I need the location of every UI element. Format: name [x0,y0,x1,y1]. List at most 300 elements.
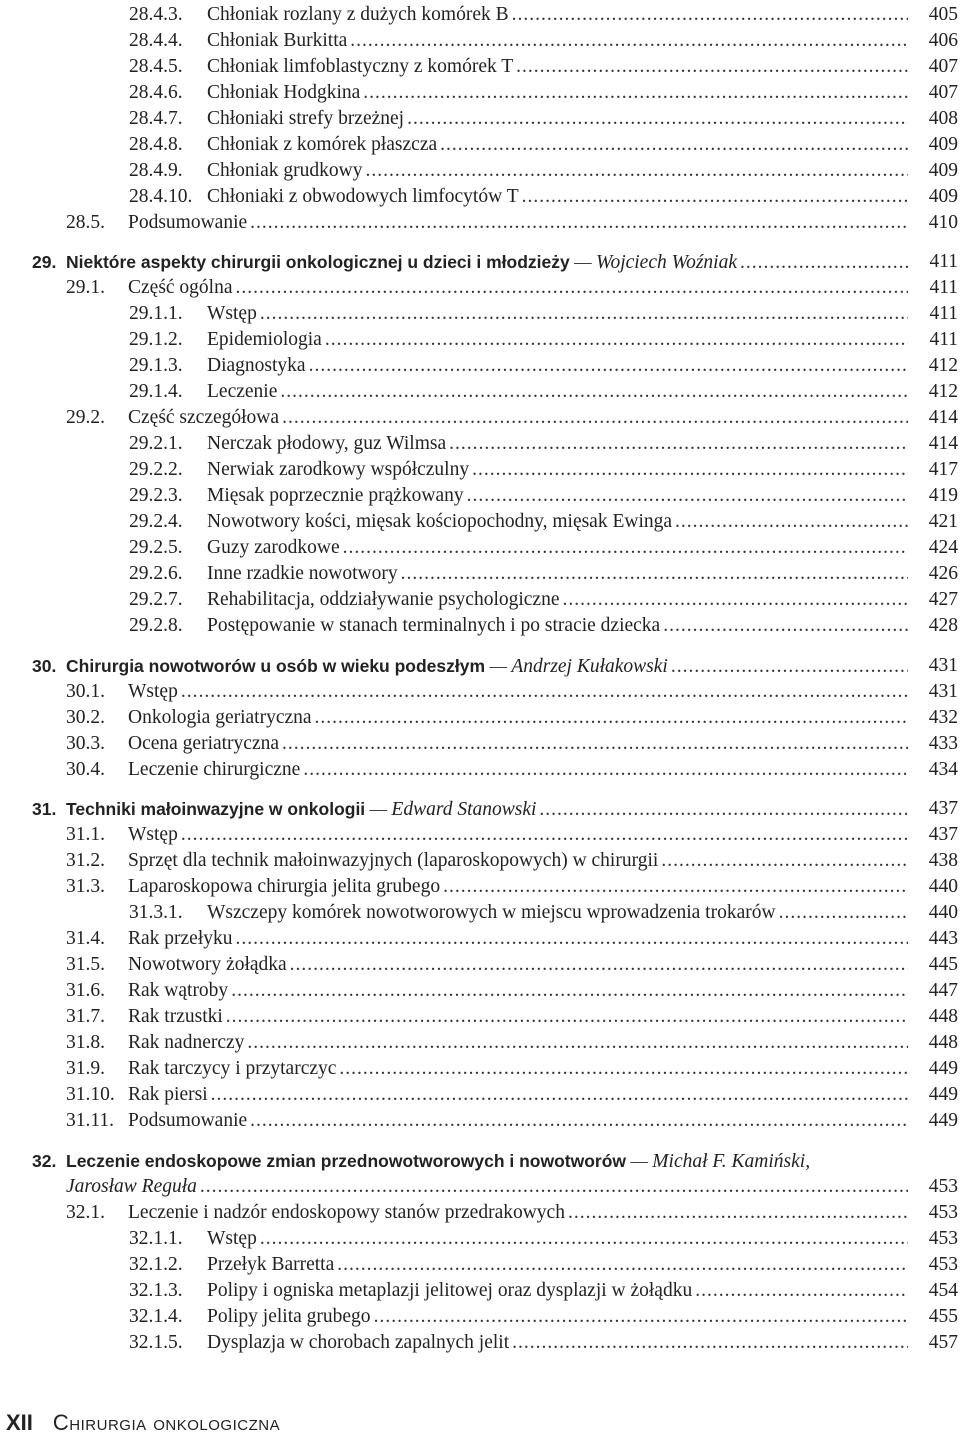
toc-leader-dots [244,1030,908,1056]
toc-page-number: 447 [928,980,958,1001]
toc-entry-title: Onkologia geriatryczna [128,707,312,728]
toc-entry-content [128,926,908,952]
toc-leader-dots [322,327,908,353]
toc-entry-title: Inne rzadkie nowotwory [207,563,398,584]
toc-leader-dots [279,731,908,757]
toc-leader-dots [660,613,908,639]
toc-entry-number: 32.1.5. [129,1332,183,1353]
toc-leader-dots [398,561,908,587]
toc-entry-content [207,1304,908,1330]
toc-section-row [0,926,960,952]
toc-entry-title: Wstęp [128,681,178,702]
toc-section-row [0,353,960,379]
toc-entry-content [207,2,908,28]
toc-page-number: 407 [928,56,958,77]
toc-entry-title: Chłoniak z komórek płaszcza [207,134,438,155]
toc-entry-number: 29.2.8. [129,615,183,636]
toc-page-number: 411 [929,303,958,324]
toc-entry-content [207,54,908,80]
toc-entry-content [66,653,908,680]
toc-page-number: 405 [928,4,958,25]
toc-entry-title: Leczenie chirurgiczne [128,759,301,780]
toc-entry-content [207,327,908,353]
toc-entry-content [128,1108,908,1134]
toc-entry-content [128,978,908,1004]
toc-entry-content [128,1200,908,1226]
toc-page-number: 409 [928,134,958,155]
toc-entry-content [128,1056,908,1082]
toc-entry-title: Chirurgia nowotworów u osób w wieku podeszłym [66,656,486,676]
toc-leader-dots [509,2,908,28]
toc-section-row [0,587,960,613]
toc-entry-number: 32. [32,1151,57,1171]
toc-section-row [0,1082,960,1108]
toc-entry-title: Leczenie endoskopowe zmian przednowotworowych i nowotworów [66,1151,627,1171]
toc-page-number: 440 [928,876,958,897]
toc-entry-title: Chłoniak rozlany z dużych komórek B [207,4,509,25]
toc-leader-dots [312,705,908,731]
toc-page-number: 455 [928,1306,958,1327]
toc-entry-content [128,822,908,848]
toc-section-row [0,978,960,1004]
toc-leader-dots [334,1252,908,1278]
toc-section-row [0,1330,960,1356]
toc-entry-content [207,1252,908,1278]
toc-entry-content [128,1004,908,1030]
toc-page-number: 453 [928,1176,958,1197]
toc-section-row [0,327,960,353]
toc-entry-number: 31.5. [66,954,105,975]
toc-entry-content [128,1030,908,1056]
toc-leader-dots [197,1174,908,1200]
toc-section-row [0,54,960,80]
toc-leader-dots [257,301,908,327]
toc-leader-dots [513,54,908,80]
toc-entry-number: 29.2.7. [129,589,183,610]
toc-section-row [0,301,960,327]
toc-section-row [0,405,960,431]
toc-page-number: 410 [928,212,958,233]
toc-entry-author: Edward Stanowski [391,799,537,820]
toc-entry-title: Leczenie i nadzór endoskopowy stanów przedrakowych [128,1202,565,1223]
toc-entry-title: Rak przełyku [128,928,233,949]
toc-leader-dots [565,1200,908,1226]
toc-entry-number: 29.1.3. [129,355,183,376]
toc-entry-content [128,705,908,731]
toc-page-number: 424 [928,537,958,558]
toc-entry-content [207,1226,908,1252]
toc-entry-number: 31.10. [66,1084,115,1105]
toc-entry-number: 31.2. [66,850,105,871]
toc-page-number: 449 [928,1110,958,1131]
toc-entry-content [207,132,908,158]
toc-leader-dots [404,106,908,132]
toc-section-row [0,1004,960,1030]
toc-leader-dots [446,431,908,457]
toc-entry-title: Diagnostyka [207,355,306,376]
toc-section-row [0,613,960,639]
toc-section-row [0,1278,960,1304]
toc-author-separator: — [569,252,596,272]
toc-entry-title: Wstęp [207,1228,257,1249]
toc-page-number: 428 [928,615,958,636]
toc-page-number: 454 [928,1280,958,1301]
toc-author-separator: — [365,799,392,819]
toc-chapter-row [0,1174,960,1200]
toc-entry-content [207,1278,908,1304]
toc-entry-author: Jarosław Reguła [66,1176,197,1197]
toc-section-row [0,158,960,184]
toc-entry-content [128,848,908,874]
toc-entry-number: 31.7. [66,1006,105,1027]
toc-leader-dots [360,80,908,106]
toc-section-row [0,952,960,978]
toc-page-number: 411 [929,277,958,298]
toc-entry-number: 31. [32,799,57,819]
toc-leader-dots [692,1278,908,1304]
toc-section-row [0,874,960,900]
toc-section-row [0,900,960,926]
toc-section-row [0,1030,960,1056]
toc-entry-title: Podsumowanie [128,1110,248,1131]
toc-entry-number: 29.2.2. [129,459,183,480]
toc-leader-dots [277,379,908,405]
toc-page-number: 453 [928,1228,958,1249]
toc-leader-dots [440,874,908,900]
toc-section-row [0,457,960,483]
toc-entry-title: Sprzęt dla technik małoinwazyjnych (laparoskopowych) w chirurgii [128,850,659,871]
footer-book-title: Chirurgia onkologiczna [52,1410,281,1435]
toc-section-row [0,1200,960,1226]
toc-chapter-row [0,796,960,822]
toc-section-row [0,275,960,301]
toc-page-number: 431 [928,655,958,676]
toc-entry-number: 28.4.9. [129,160,183,181]
toc-entry-title: Wstęp [128,824,178,845]
toc-section-row [0,535,960,561]
toc-entry-content [128,874,908,900]
toc-entry-content [207,483,908,509]
toc-page-number: 407 [928,82,958,103]
toc-entry-content [207,80,908,106]
toc-entry-number: 31.9. [66,1058,105,1079]
toc-section-row [0,379,960,405]
toc-entry-content [207,561,908,587]
toc-entry-number: 30. [32,656,57,676]
toc-entry-title: Polipy i ogniska metaplazji jelitowej oraz dysplazji w żołądku [207,1280,693,1301]
toc-leader-dots [509,1330,908,1356]
toc-entry-number: 29.1.1. [129,303,183,324]
toc-entry-number: 28.4.8. [129,134,183,155]
toc-page-number: 445 [928,954,958,975]
toc-entry-content [207,587,908,613]
toc-section-row [0,1108,960,1134]
toc-entry-title: Rak nadnerczy [128,1032,245,1053]
toc-page-number: 448 [928,1006,958,1027]
toc-section-row [0,757,960,783]
toc-section-row [0,679,960,705]
toc-page-number: 437 [928,798,958,819]
toc-entry-number: 29. [32,252,57,272]
toc-leader-dots [336,1056,908,1082]
toc-entry-number: 31.8. [66,1032,105,1053]
toc-leader-dots [658,848,908,874]
toc-entry-title: Nerczak płodowy, guz Wilmsa [207,433,447,454]
toc-page-number: 426 [928,563,958,584]
toc-leader-dots [672,509,908,535]
toc-leader-dots [371,1304,908,1330]
toc-entry-title: Dysplazja w chorobach zapalnych jelit [207,1332,510,1353]
toc-entry-content [207,509,908,535]
toc-entry-title: Chłoniaki z obwodowych limfocytów T [207,186,519,207]
toc-entry-title: Rak tarczycy i przytarczyc [128,1058,337,1079]
toc-section-row [0,431,960,457]
toc-page-number: 421 [928,511,958,532]
toc-entry-title: Postępowanie w stanach terminalnych i po stracie dziecka [207,615,661,636]
toc-entry-content [207,158,908,184]
toc-leader-dots [247,1108,908,1134]
toc-section-row [0,1252,960,1278]
toc-entry-content [66,249,908,276]
toc-leader-dots [287,952,908,978]
toc-entry-content [207,301,908,327]
toc-leader-dots [247,210,908,236]
toc-entry-number: 29.1.4. [129,381,183,402]
toc-page-number: 453 [928,1254,958,1275]
toc-leader-dots [668,654,908,680]
toc-page-number: 417 [928,459,958,480]
toc-section-row [0,822,960,848]
toc-entry-title: Niektóre aspekty chirurgii onkologicznej u dzieci i młodzieży [66,252,570,272]
toc-entry-number: 28.4.4. [129,30,183,51]
toc-entry-number: 30.2. [66,707,105,728]
toc-entry-title: Przełyk Barretta [207,1254,335,1275]
toc-page-number: 409 [928,160,958,181]
toc-leader-dots [560,587,909,613]
toc-entry-title: Rak wątroby [128,980,229,1001]
toc-entry-content [207,379,908,405]
toc-page-number: 433 [928,733,958,754]
toc-entry-content [207,106,908,132]
toc-entry-number: 32.1.2. [129,1254,183,1275]
toc-entry-number: 29.1.2. [129,329,183,350]
toc-entry-number: 31.4. [66,928,105,949]
toc-entry-content [128,210,908,236]
toc-section-row [0,2,960,28]
toc-entry-content [128,952,908,978]
toc-page-number: 431 [928,681,958,702]
toc-leader-dots [257,1226,908,1252]
toc-entry-title: Chłoniak Hodgkina [207,82,361,103]
toc-section-row [0,28,960,54]
toc-section-row [0,509,960,535]
toc-entry-number: 32.1.3. [129,1280,183,1301]
toc-section-row [0,483,960,509]
toc-section-row [0,210,960,236]
toc-entry-number: 32.1. [66,1202,105,1223]
toc-leader-dots [469,457,908,483]
toc-entry-title: Rehabilitacja, oddziaływanie psychologiczne [207,589,560,610]
toc-entry-title: Guzy zarodkowe [207,537,340,558]
toc-page-number: 449 [928,1084,958,1105]
toc-entry-number: 31.3.1. [129,902,183,923]
toc-page-number: 408 [928,108,958,129]
toc-page-number: 411 [929,251,958,272]
toc-leader-dots [208,1082,908,1108]
toc-page-number: 457 [928,1332,958,1353]
toc-entry-content [207,353,908,379]
toc-entry-number: 29.2.1. [129,433,183,454]
toc-page-number: 448 [928,1032,958,1053]
toc-page-number: 406 [928,30,958,51]
toc-leader-dots [437,132,908,158]
toc-leader-dots [536,797,908,823]
page-footer [6,1408,280,1438]
toc-entry-title: Nowotwory kości, mięsak kościopochodny, mięsak Ewinga [207,511,673,532]
toc-entry-number: 30.1. [66,681,105,702]
toc-leader-dots [737,250,908,276]
toc-entry-title: Chłoniaki strefy brzeżnej [207,108,405,129]
toc-entry-content [207,900,908,926]
toc-entry-number: 29.2.6. [129,563,183,584]
toc-entry-content [128,757,908,783]
toc-leader-dots [519,184,908,210]
toc-entry-content [207,457,908,483]
toc-page-number: 449 [928,1058,958,1079]
toc-entry-title: Mięsak poprzecznie prążkowany [207,485,464,506]
toc-entry-title: Rak piersi [128,1084,208,1105]
toc-page-number: 412 [928,355,958,376]
toc-entry-content [66,1174,908,1200]
toc-section-row [0,731,960,757]
toc-entry-title: Chłoniak Burkitta [207,30,348,51]
toc-entry-content [128,275,908,301]
toc-entry-title: Nerwiak zarodkowy współczulny [207,459,470,480]
toc-chapter-row [0,653,960,679]
toc-entry-content [128,405,908,431]
toc-leader-dots [362,158,908,184]
toc-entry-title: Wszczepy komórek nowotworowych w miejscu wprowadzenia trokarów [207,902,776,923]
toc-entry-number: 30.4. [66,759,105,780]
toc-entry-content [207,535,908,561]
toc-entry-number: 31.6. [66,980,105,1001]
toc-page-number: 427 [928,589,958,610]
toc-entry-content [128,731,908,757]
toc-entry-content [66,1148,908,1175]
toc-page-number: 453 [928,1202,958,1223]
toc-entry-content [207,431,908,457]
toc-section-row [0,132,960,158]
toc-entry-number: 28.4.7. [129,108,183,129]
toc-entry-content [207,1330,908,1356]
toc-leader-dots [306,353,908,379]
toc-section-row [0,1226,960,1252]
toc-leader-dots [178,822,908,848]
toc-leader-dots [300,757,908,783]
toc-entry-title: Ocena geriatryczna [128,733,280,754]
toc-page-number: 432 [928,707,958,728]
toc-entry-number: 31.1. [66,824,105,845]
toc-entry-number: 32.1.4. [129,1306,183,1327]
toc-entry-title: Nowotwory żołądka [128,954,287,975]
toc-page-number: 419 [928,485,958,506]
toc-leader-dots [178,679,908,705]
toc-leader-dots [233,275,908,301]
toc-entry-title: Epidemiologia [207,329,322,350]
toc-entry-author: Andrzej Kułakowski [511,656,668,677]
toc-entry-content [128,679,908,705]
toc-section-row [0,705,960,731]
toc-entry-title: Podsumowanie [128,212,248,233]
toc-leader-dots [228,978,908,1004]
toc-entry-title: Laparoskopowa chirurgia jelita grubego [128,876,441,897]
toc-entry-number: 29.2. [66,407,105,428]
toc-section-row [0,1304,960,1330]
toc-entry-number: 30.3. [66,733,105,754]
toc-page-number: 437 [928,824,958,845]
toc-entry-number: 31.3. [66,876,105,897]
toc-entry-number: 29.2.3. [129,485,183,506]
toc-section-row [0,184,960,210]
toc-entry-content [66,796,908,823]
toc-leader-dots [776,900,908,926]
toc-entry-content [207,613,908,639]
toc-entry-number: 28.4.5. [129,56,183,77]
toc-page-number: 411 [929,329,958,350]
toc-entry-number: 29.2.4. [129,511,183,532]
toc-entry-number: 28.4.10. [129,186,193,207]
toc-section-row [0,561,960,587]
toc-entry-number: 32.1.1. [129,1228,183,1249]
footer-page-number: XII [6,1410,33,1435]
toc-page-number: 434 [928,759,958,780]
toc-entry-number: 29.1. [66,277,105,298]
toc-entry-number: 28.5. [66,212,105,233]
toc-leader-dots [223,1004,908,1030]
toc-page-number: 409 [928,186,958,207]
toc-leader-dots [347,28,908,54]
toc-page-number: 414 [928,407,958,428]
toc-entry-number: 31.11. [66,1110,115,1131]
toc-entry-content [207,28,908,54]
toc-entry-title: Polipy jelita grubego [207,1306,371,1327]
toc-entry-title: Chłoniak limfoblastyczny z komórek T [207,56,514,77]
toc-leader-dots [464,483,908,509]
toc-entry-author: Wojciech Woźniak [595,252,737,273]
toc-entry-title: Część ogólna [128,277,233,298]
toc-page-number: 438 [928,850,958,871]
toc-author-separator: — [626,1151,653,1171]
toc-page-number: 443 [928,928,958,949]
toc-page-number: 440 [928,902,958,923]
toc-entry-number: 28.4.6. [129,82,183,103]
toc-section-row [0,106,960,132]
toc-entry-content [128,1082,908,1108]
toc-leader-dots [279,405,908,431]
toc-page-number: 414 [928,433,958,454]
toc-entry-title: Część szczegółowa [128,407,280,428]
toc-page-number: 412 [928,381,958,402]
toc-entry-number: 29.2.5. [129,537,183,558]
toc-entry-content [207,184,908,210]
toc-section-row [0,1056,960,1082]
toc-entry-author: Michał F. Kamiński, [652,1151,811,1172]
toc-entry-title: Wstęp [207,303,257,324]
toc-author-separator: — [485,656,512,676]
toc-entry-number: 28.4.3. [129,4,183,25]
toc-entry-title: Chłoniak grudkowy [207,160,363,181]
toc-section-row [0,80,960,106]
